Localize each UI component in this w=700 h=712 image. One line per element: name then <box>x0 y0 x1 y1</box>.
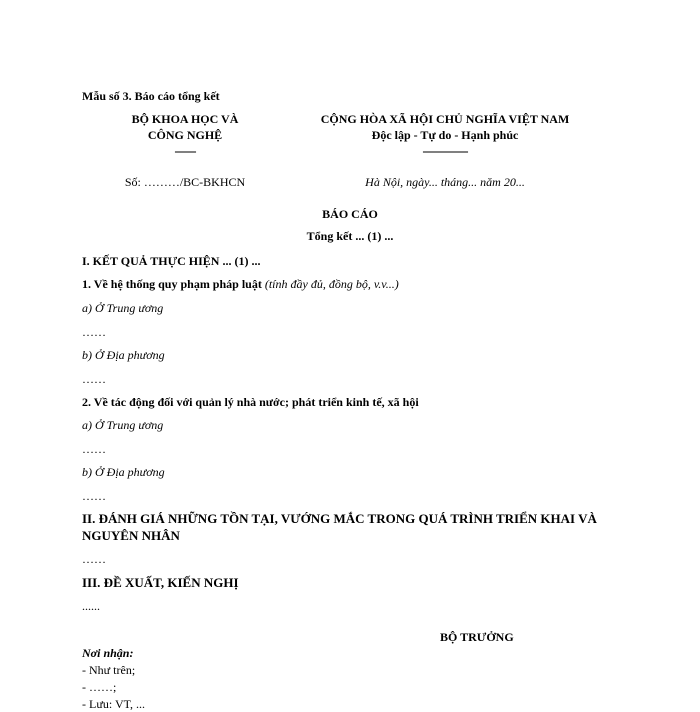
section-1-1-local-dots: …… <box>82 372 106 386</box>
section-1-1-note: (tính đầy đủ, đồng bộ, v.v...) <box>264 277 399 291</box>
section-1-2-local-dots: …… <box>82 489 106 503</box>
agency-name-line2: CÔNG NGHỆ <box>147 128 223 142</box>
section-1-2-local: b) Ở Địa phương <box>82 465 165 479</box>
recipient-item: - ……; <box>82 680 117 694</box>
motto-rule: --------------- <box>422 144 468 158</box>
section-3-heading: III. ĐỀ XUẤT, KIẾN NGHỊ <box>82 575 239 590</box>
recipients-label: Nơi nhận: <box>82 646 134 660</box>
section-3-dots: ...... <box>82 599 100 613</box>
form-label: Mẫu số 3. Báo cáo tổng kết <box>82 89 220 103</box>
section-1-2-central: a) Ở Trung ương <box>82 418 164 432</box>
section-1-heading: I. KẾT QUẢ THỰC HIỆN ... (1) ... <box>82 254 261 268</box>
national-motto: Độc lập - Tự do - Hạnh phúc <box>371 128 519 142</box>
recipient-item: - Lưu: VT, ... <box>82 697 146 711</box>
agency-name-line1: BỘ KHOA HỌC VÀ <box>131 112 239 126</box>
section-1-1-local: b) Ở Địa phương <box>82 348 165 362</box>
section-1-1-central: a) Ở Trung ương <box>82 301 164 315</box>
place-and-date: Hà Nội, ngày... tháng... năm 20... <box>365 175 525 189</box>
section-2-heading-line1: II. ĐÁNH GIÁ NHỮNG TỒN TẠI, VƯỚNG MẮC TRONG QUÁ TRÌNH TRIỂN KHAI VÀ <box>82 511 597 526</box>
recipient-item: - Như trên; <box>82 663 136 677</box>
section-1-2-heading: 2. Về tác động đối với quản lý nhà nước; phát triển kinh tế, xã hội <box>82 395 419 409</box>
section-1-2-central-dots: …… <box>82 442 106 456</box>
section-1-1-central-dots: …… <box>82 325 106 339</box>
section-2-dots: …… <box>82 552 106 566</box>
republic-name: CỘNG HÒA XÃ HỘI CHỦ NGHĨA VIỆT NAM <box>320 112 570 126</box>
document-number: Số: ………/BC-BKHCN <box>124 175 246 189</box>
agency-rule: ------- <box>174 144 196 158</box>
report-title: BÁO CÁO <box>322 207 378 221</box>
signature-title: BỘ TRƯỞNG <box>440 630 514 644</box>
section-1-1-heading <box>82 277 399 292</box>
report-subtitle: Tổng kết ... (1) ... <box>306 229 394 243</box>
section-1-1-title: 1. Về hệ thống quy phạm pháp luật <box>82 277 262 291</box>
section-2-heading-line2: NGUYÊN NHÂN <box>82 528 180 543</box>
